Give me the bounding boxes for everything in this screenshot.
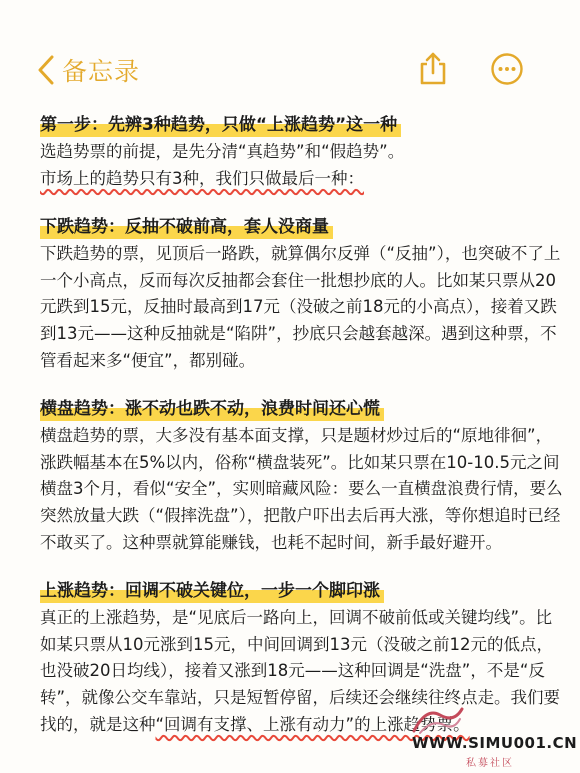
- section-step-one: [40, 112, 568, 192]
- more-options-button[interactable]: [490, 52, 524, 90]
- chevron-left-icon: [38, 55, 54, 85]
- share-icon: [418, 52, 448, 86]
- share-button[interactable]: [418, 52, 448, 90]
- section-heading: 下跌趋势：反抽不破前高，套人没商量: [40, 214, 333, 241]
- section-sideways: [40, 396, 568, 556]
- section-paragraph: 选趋势票的前提，是先分清“真趋势”和“假趋势”。: [40, 142, 405, 161]
- logo-icon: [410, 705, 466, 735]
- underlined-paragraph: 市场上的趋势只有3种，我们只做最后一种：: [40, 168, 364, 188]
- section-paragraph: 真正的上涨趋势，是“见底后一路向上，回调不破前低或关键均线”。比如某只票从10元涨到15元，中间回调到13元（没破之前12元的低点，也没破20日均线），接着又涨到18元——这种回调是“洗盘”，不是“反转”，就像公交车靠站，只是短暂停留，后续还会继续往终点走。我们要找的，就是这种: [40, 608, 561, 734]
- section-heading: 横盘趋势：涨不动也跌不动，浪费时间还心慌: [40, 396, 384, 423]
- section-heading: 上涨趋势：回调不破关键位，一步一个脚印涨: [40, 578, 384, 605]
- section-downtrend: [40, 214, 568, 374]
- section-heading: 第一步：先辨3种趋势，只做“上涨趋势”这一种: [40, 112, 401, 139]
- watermark-site: WWW.SIMU001.CN: [412, 734, 578, 752]
- back-label: 备忘录: [62, 57, 141, 86]
- back-button[interactable]: [38, 52, 140, 88]
- watermark-subtitle: 私募社区: [466, 758, 514, 769]
- more-icon: [490, 52, 524, 86]
- underlined-paragraph: “回调有支撑、上涨有动力”的上涨趋势票。: [155, 714, 470, 734]
- section-uptrend: [40, 578, 568, 738]
- notes-toolbar: [0, 0, 580, 100]
- section-paragraph: 下跌趋势的票，见顶后一路跌，就算偶尔反弹（“反抽”），也突破不了上一个小高点，反而每次反抽都会套住一批想抄底的人。比如某只票从20元跌到15元，反抽时最高到17元（没破之前18元的小高点），接着又跌到13元——这种反抽就是“陷阱”，抄底只会越套越深。遇到这种票，不管看起来多“便宜”，都别碰。: [40, 244, 561, 370]
- note-body[interactable]: [40, 112, 568, 760]
- section-paragraph: 横盘趋势的票，大多没有基本面支撑，只是题材炒过后的“原地徘徊”，涨跌幅基本在5%以内，俗称“横盘装死”。比如某只票在10-10.5元之间横盘3个月，看似“安全”，实则暗藏风险：要么一直横盘浪费行情，要么突然放量大跌（“假摔洗盘”），把散户吓出去后再大涨，等你想追时已经不敢买了。这种票就算能赚钱，也耗不起时间，新手最好避开。: [40, 426, 563, 552]
